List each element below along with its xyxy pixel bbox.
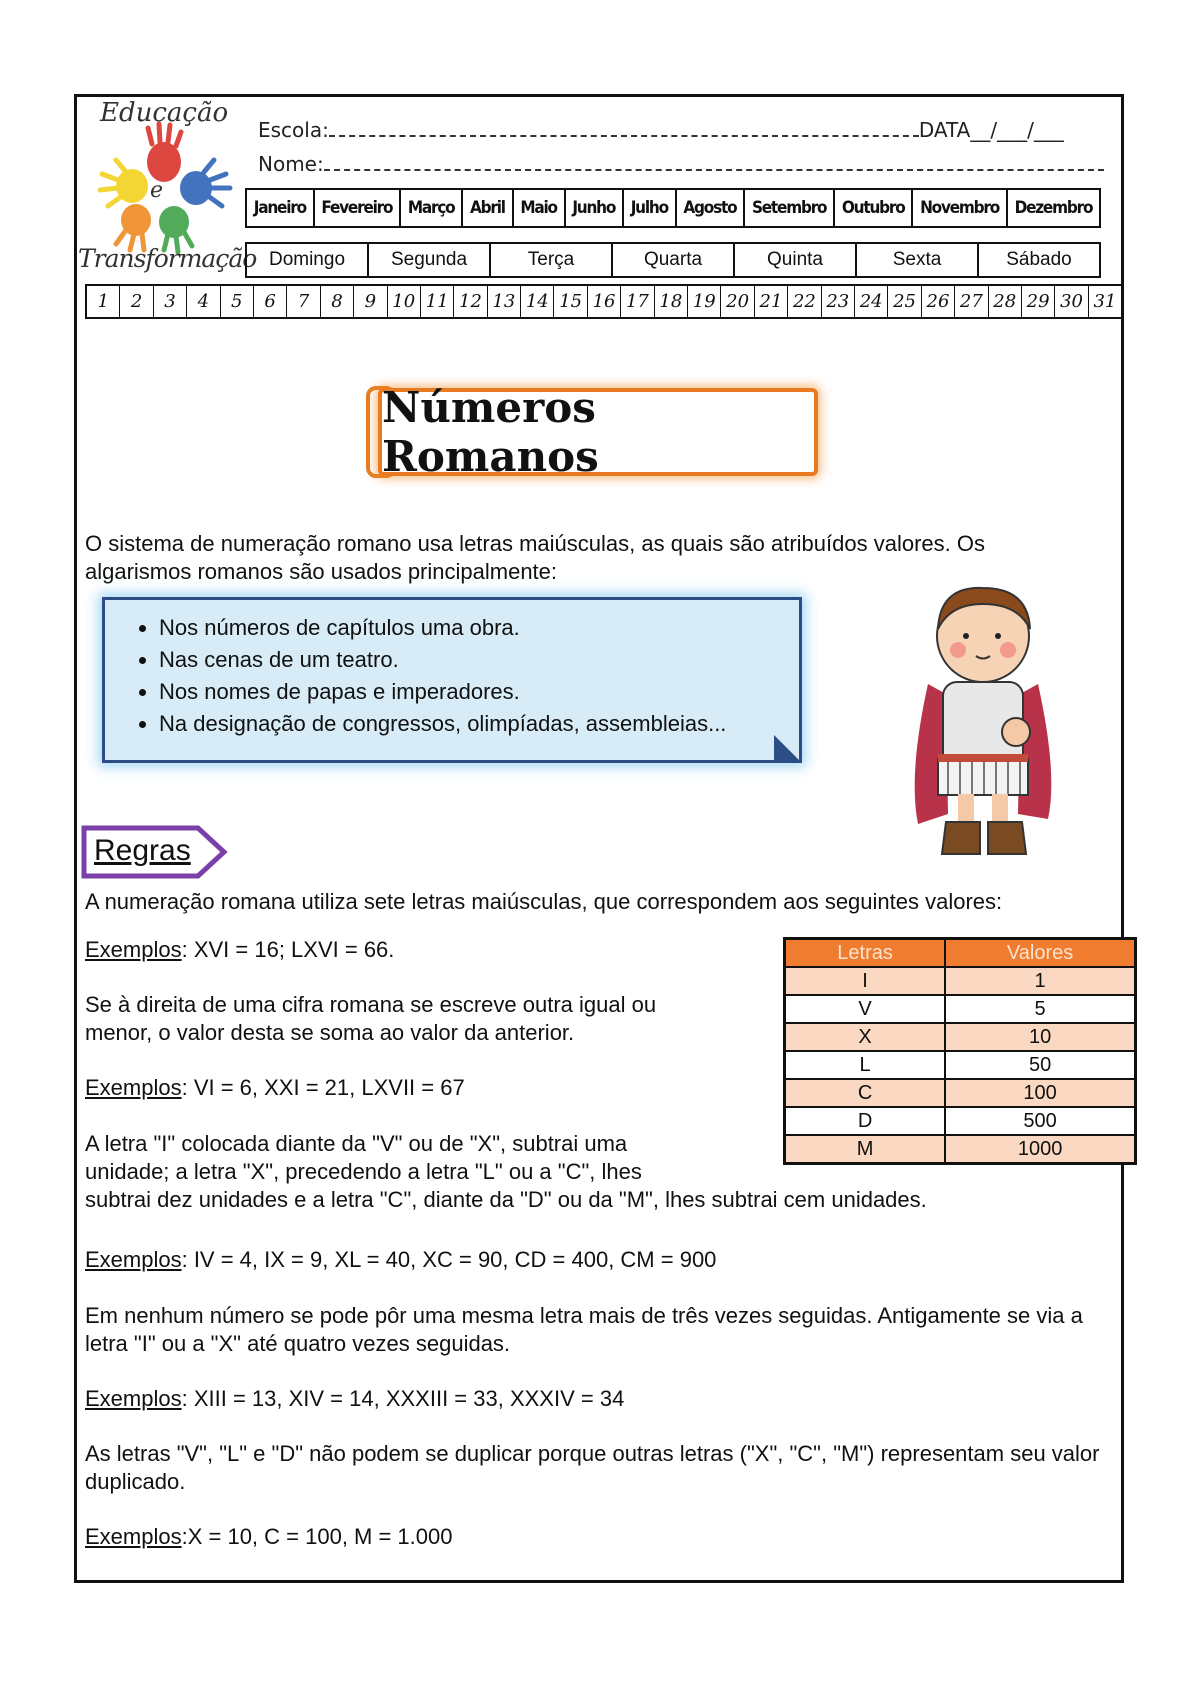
rules-intro: A numeração romana utiliza sete letras maiúsculas, que correspondem aos seguintes valores: [85,889,1003,914]
day-cell[interactable]: 27 [955,286,988,317]
day-cell[interactable]: 24 [855,286,888,317]
day-cell[interactable]: 14 [521,286,554,317]
table-cell: D [785,1107,946,1135]
page-title: Números Romanos [382,383,599,481]
days-row [85,284,1123,319]
table-cell: X [785,1023,946,1051]
logo-text-bottom: Transformação [78,244,257,273]
table-row [785,1023,1136,1051]
day-cell[interactable]: 22 [788,286,821,317]
rules-heading-tag [80,824,230,880]
examples-label: Exemplos [85,937,182,962]
day-cell[interactable]: 19 [688,286,721,317]
name-field [258,152,1104,176]
example-text: : IV = 4, IX = 9, XL = 40, XC = 90, CD = 400, CM = 900 [181,1247,717,1272]
example-3 [85,1246,716,1274]
roman-values-table [783,937,1137,1165]
day-cell[interactable]: 3 [154,286,187,317]
table-row [785,1135,1136,1164]
rule-2b: subtrai dez unidades e a letra "C", diante da "D" ou da "M", lhes subtrai cem unidades. [85,1187,927,1212]
table-header: Letras [785,939,946,968]
weekday-cell[interactable]: Domingo [247,244,369,276]
date-blank[interactable]: __/___/___ [970,118,1064,142]
day-cell[interactable]: 26 [922,286,955,317]
name-blank[interactable] [324,155,1104,171]
table-cell: I [785,967,946,995]
example-2 [85,1074,465,1102]
table-row [785,967,1136,995]
list-item: • Nas cenas de um teatro. [159,644,799,676]
school-blank[interactable] [329,121,919,137]
day-cell[interactable]: 29 [1022,286,1055,317]
day-cell[interactable]: 18 [655,286,688,317]
table-row [785,1079,1136,1107]
page-fold-icon [774,735,802,763]
day-cell[interactable]: 4 [187,286,220,317]
name-label: Nome: [258,152,324,176]
example-text: : XIII = 13, XIV = 14, XXXIII = 33, XXXIV = 34 [181,1386,625,1411]
month-cell[interactable]: Março [401,190,463,226]
day-cell[interactable]: 16 [588,286,621,317]
day-cell[interactable]: 7 [287,286,320,317]
month-cell[interactable]: Setembro [745,190,835,226]
day-cell[interactable]: 30 [1055,286,1088,317]
month-cell[interactable]: Agosto [677,190,746,226]
month-cell[interactable]: Julho [624,190,677,226]
table-cell: 1000 [945,1135,1135,1164]
weekday-cell[interactable]: Terça [491,244,613,276]
weekday-cell[interactable]: Quarta [613,244,735,276]
examples-label: Exemplos [85,1247,182,1272]
rule-4: As letras "V", "L" e "D" não podem se duplicar porque outras letras ("X", "C", "M") representam seu valor duplicado. [85,1441,1100,1494]
table-cell: 500 [945,1107,1135,1135]
date-label: DATA [918,118,971,142]
day-cell[interactable]: 6 [254,286,287,317]
table-cell: 5 [945,995,1135,1023]
month-cell[interactable]: Outubro [835,190,913,226]
day-cell[interactable]: 8 [321,286,354,317]
title-banner [378,383,818,481]
logo-text-top: Educação [100,98,229,128]
example-text: : XVI = 16; LXVI = 66. [181,937,395,962]
table-cell: 10 [945,1023,1135,1051]
school-field [258,118,1064,142]
examples-label: Exemplos [85,1524,182,1549]
example-4 [85,1385,624,1413]
table-row [785,1107,1136,1135]
month-cell[interactable]: Maio [514,190,566,226]
day-cell[interactable]: 11 [421,286,454,317]
months-row [245,188,1101,228]
day-cell[interactable]: 21 [755,286,788,317]
example-1 [85,936,394,964]
month-cell[interactable]: Dezembro [1014,198,1093,218]
school-label: Escola: [258,118,329,142]
month-cell[interactable]: Junho [566,190,624,226]
month-cell[interactable]: Janeiro [247,190,315,226]
table-row [785,995,1136,1023]
weekday-cell[interactable]: Sexta [857,244,979,276]
day-cell[interactable]: 31 [1093,291,1117,312]
day-cell[interactable]: 9 [354,286,387,317]
examples-label: Exemplos [85,1386,182,1411]
rules-heading: Regras [94,834,191,867]
intro-paragraph: O sistema de numeração romano usa letras maiúsculas, as quais são atribuídos valores. Os algarismos romanos são usados principalmente: [85,531,985,584]
uses-box [102,597,802,763]
day-cell[interactable]: 10 [388,286,421,317]
logo-text-middle: e [150,178,164,203]
day-cell[interactable]: 12 [454,286,487,317]
day-cell[interactable]: 5 [221,286,254,317]
table-cell: M [785,1135,946,1164]
day-cell[interactable]: 13 [488,286,521,317]
table-header: Valores [945,939,1135,968]
month-cell[interactable]: Novembro [913,190,1008,226]
list-item: • Nos números de capítulos uma obra. [159,612,799,644]
weekday-cell[interactable]: Segunda [369,244,491,276]
table-cell: V [785,995,946,1023]
list-item: • Nos nomes de papas e imperadores. [159,676,799,708]
rule-1: Se à direita de uma cifra romana se escreve outra igual ou menor, o valor desta se soma ao valor da anterior. [85,992,657,1045]
weekday-cell[interactable]: Sábado [1006,249,1072,270]
day-cell[interactable]: 23 [822,286,855,317]
day-cell[interactable]: 20 [721,286,754,317]
day-cell[interactable]: 17 [621,286,654,317]
table-cell: 1 [945,967,1135,995]
table-header-row [785,939,1136,968]
examples-label: Exemplos [85,1075,182,1100]
table-cell: C [785,1079,946,1107]
example-text: :X = 10, C = 100, M = 1.000 [181,1524,453,1549]
day-cell[interactable]: 15 [554,286,587,317]
table-cell: 50 [945,1051,1135,1079]
rule-3: Em nenhum número se pode pôr uma mesma letra mais de três vezes seguidas. Antigamente se via a letra "I" ou a "X" até quatro vezes seguidas. [85,1303,1083,1356]
uses-list [105,612,799,740]
weekday-cell[interactable]: Quinta [735,244,857,276]
table-row [785,1051,1136,1079]
month-cell[interactable]: Fevereiro [315,190,401,226]
table-cell: L [785,1051,946,1079]
table-cell: 100 [945,1079,1135,1107]
day-cell[interactable]: 28 [989,286,1022,317]
example-text: : VI = 6, XXI = 21, LXVII = 67 [181,1075,465,1100]
day-cell[interactable]: 1 [87,286,120,317]
rule-2a: A letra "I" colocada diante da "V" ou de "X", subtrai uma unidade; a letra "X", precedendo a letra "L" ou a "C", lhes [85,1131,642,1184]
day-cell[interactable]: 2 [120,286,153,317]
example-5 [85,1523,453,1551]
month-cell[interactable]: Abril [463,190,513,226]
day-cell[interactable]: 25 [888,286,921,317]
list-item: • Na designação de congressos, olimpíadas, assembleias... [159,708,799,740]
roman-child-illustration [888,574,1078,866]
school-logo [78,96,257,278]
weekdays-row [245,242,1101,278]
